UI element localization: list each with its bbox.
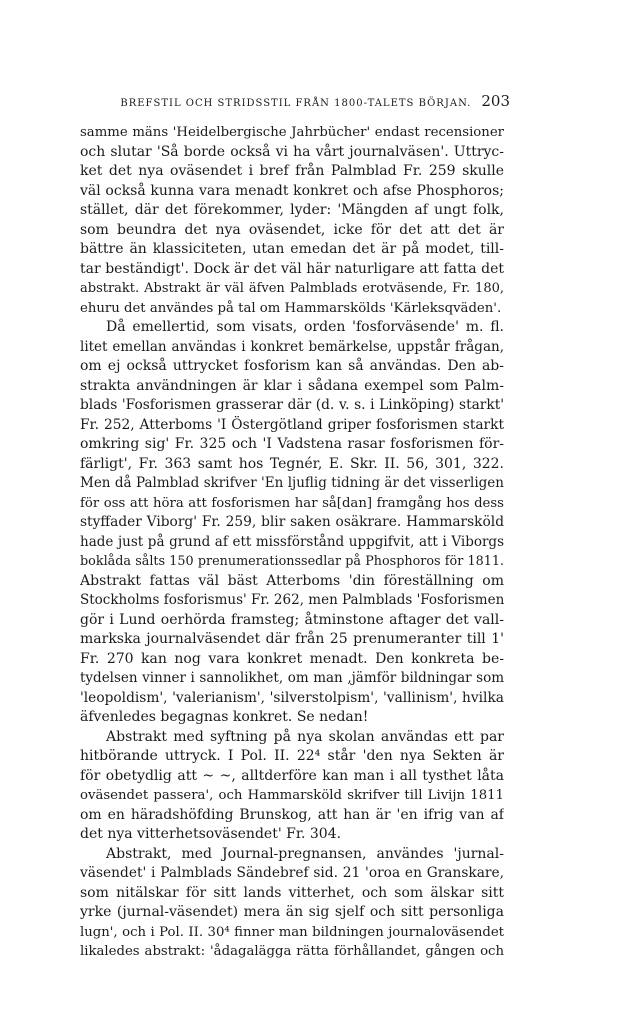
text-line: Abstrakt med syftning på nya skolan användas ett par bbox=[106, 728, 504, 745]
text-line: Men då Palmblad skrifver 'En ljuflig tidning är det visserligen bbox=[80, 475, 504, 491]
running-header bbox=[108, 92, 510, 110]
text-line: blads 'Fosforismen grasserar där (d. v. s. i Linköping) starkt' bbox=[80, 397, 504, 413]
text-line: om en häradshöfding Brunskog, att han är 'en ifrig van af bbox=[80, 806, 504, 823]
text-line: om ej också uttrycket fosforism kan så användas. Den ab- bbox=[80, 358, 504, 374]
text-line: Abstrakt fattas väl bäst Atterboms 'din föreställning om bbox=[80, 572, 504, 589]
text-line: gör i Lund oerhörda framsteg; åtminstone aftager det vall- bbox=[80, 611, 504, 628]
running-title: BREFSTIL OCH STRIDSSTIL FRÅN 1800-TALETS BÖRJAN. bbox=[120, 98, 472, 109]
text-line: som beundra det nya oväsendet, icke för det att det är bbox=[80, 221, 504, 238]
text-line: det nya vitterhetsoväsendet' Fr. 304. bbox=[80, 826, 342, 842]
text-line: som nitälskar för sitt lands vitterhet, och som älskar sitt bbox=[80, 884, 504, 901]
text-line: för obetydlig att ~ ~, alltderföre kan man i all tysthet låta bbox=[80, 767, 504, 784]
text-line: Då emellertid, som visats, orden 'fosforväsende' m. fl. bbox=[106, 319, 504, 335]
text-line: väl också kunna vara menadt konkret och afse Phosphoros; bbox=[80, 182, 504, 199]
text-line: omkring sig' Fr. 325 och 'I Vadstena rasar fosforismen för- bbox=[80, 436, 504, 452]
text-line: styffader Viborg' Fr. 259, blir saken osäkrare. Hammarsköld bbox=[80, 514, 504, 530]
text-line: litet emellan användas i konkret bemärkelse, uppstår frågan, bbox=[80, 338, 504, 355]
text-line: tydelsen vinner i sannolikhet, om man ,jämför bildningar som bbox=[80, 670, 504, 686]
text-line: 'leopoldism', 'valerianism', 'silverstolpism', 'vallinism', hvilka bbox=[80, 689, 504, 706]
text-line: markska journalväsendet där från 25 prenumeranter till 1' bbox=[80, 631, 504, 647]
text-line: lugn', och i Pol. II. 30⁴ finner man bildningen journaloväsendet bbox=[80, 924, 504, 940]
text-line: abstrakt. Abstrakt är väl äfven Palmblads erotväsende, Fr. 180, bbox=[80, 281, 504, 296]
text-line: Fr. 270 kan nog vara konkret menadt. Den konkreta be- bbox=[80, 650, 504, 667]
text-line: för oss att höra att fosforismen har så[dan] framgång hos dess bbox=[80, 495, 504, 511]
text-line: strakta användningen är klar i sådana exempel som Palm- bbox=[80, 377, 504, 394]
text-line: hade just på grund af ett missförstånd uppgifvit, att i Viborgs bbox=[80, 533, 504, 550]
text-line: Fr. 252, Atterboms 'I Östergötland griper fosforismen starkt bbox=[80, 416, 504, 433]
text-line: ehuru det användes på tal om Hammarskölds 'Kärleksqväden'. bbox=[80, 300, 502, 316]
text-line: likaledes abstrakt: 'ådagalägga rätta förhållandet, gången och bbox=[80, 944, 504, 959]
text-line: och slutar 'Så borde också vi ha vårt journalväsen'. Uttryc- bbox=[80, 143, 504, 160]
text-line: hitbörande uttryck. I Pol. II. 22⁴ står 'den nya Sekten är bbox=[80, 748, 504, 764]
text-line: Stockholms fosforismus' Fr. 262, men Palmblads 'Fosforismen bbox=[80, 592, 504, 608]
text-line: äfvenledes begagnas konkret. Se nedan! bbox=[80, 709, 369, 725]
text-line: ket det nya oväsendet i bref från Palmblad Fr. 259 skulle bbox=[80, 163, 504, 179]
text-line: tar beständigt'. Dock är det väl här naturligare att fatta det bbox=[80, 260, 504, 277]
text-line: bättre än klassiciteten, utan emedan det är på modet, till- bbox=[80, 241, 504, 257]
text-line: samme mäns 'Heidelbergische Jahrbücher' endast recensioner bbox=[80, 125, 504, 140]
text-line: Abstrakt, med Journal-pregnansen, användes 'jurnal- bbox=[106, 845, 504, 862]
text-line: boklåda sålts 150 prenumerationssedlar på Phosphoros för 1811. bbox=[80, 554, 504, 569]
text-line: oväsendet passera', och Hammarsköld skrifver till Livijn 1811 bbox=[80, 788, 504, 803]
text-line: stället, där det förekommer, lyder: 'Mängden af ungt folk, bbox=[80, 202, 504, 218]
text-line: väsendet' i Palmblads Sändebref sid. 21 'oroa en Granskare, bbox=[80, 865, 504, 881]
text-line: yrke (jurnal-väsendet) mera än sig sjelf och sitt personliga bbox=[80, 904, 504, 920]
text-line: färligt', Fr. 363 samt hos Tegnér, E. Skr. II. 56, 301, 322. bbox=[80, 455, 504, 472]
body-text bbox=[80, 123, 504, 962]
page-number: 203 bbox=[481, 92, 510, 110]
